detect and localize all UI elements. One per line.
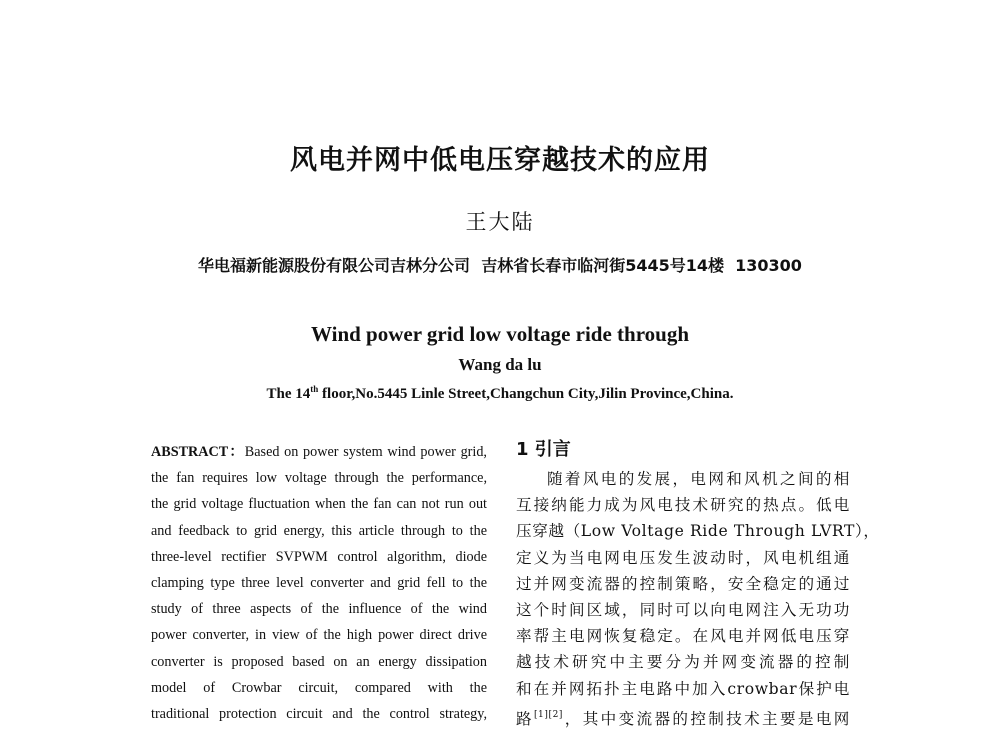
intro-line: 随着风电的发展，电网和风机之间的相 [547,470,850,488]
paper-title-en: Wind power grid low voltage ride through [310,322,690,346]
citation-ref[interactable]: [1] [533,709,549,720]
abstract-line: and feedback to grid energy, this article through to the [151,522,487,539]
abstract-line: study of three aspects of the influence of the wind [151,601,487,618]
abstract-line: model of Crowbar circuit, compared with the [151,679,487,696]
intro-line: 定义为当电网电压发生波动时，风电机组通 [516,548,850,567]
introduction-column [516,436,880,732]
intro-line: 压穿越（Low Voltage Ride Through LVRT）， [516,522,880,541]
author-name-cn: 王大陆 [465,210,535,234]
intro-line: 越技术研究中主要分为并网变流器的控制 [516,653,850,672]
affiliation-en [0,384,1000,403]
affiliation-en-suffix: floor,No.5445 Linle Street,Changchun City,Jilin Province,China. [318,386,734,402]
intro-line: 率帮主电网恢复稳定。在风电并网低电压穿 [516,627,850,646]
abstract-line: the grid voltage fluctuation when the fan can not run out [151,496,487,513]
intro-line-text: ，其中变流器的控制技术主要是电网 [563,709,850,728]
abstract-line: clamping type three level converter and grid fell to the [151,575,487,592]
paper-title-cn: 风电并网中低电压穿越技术的应用 [290,145,710,176]
affiliation-en-sup: th [310,384,319,394]
citation-ref[interactable]: [2] [548,709,564,720]
affiliation-cn: 华电福新能源股份有限公司吉林分公司 吉林省长春市临河街5445号14楼 130300 [198,256,802,275]
abstract-line: converter is proposed based on an energy dissipation [151,653,487,670]
intro-line [516,702,850,732]
abstract-column [151,439,487,727]
affiliation-en-prefix: The 14 [266,386,311,402]
abstract-line-text: Based on power system wind power grid, [244,444,487,460]
section-heading-introduction: 1 引言 [516,439,571,460]
author-name-en: Wang da lu [458,355,542,374]
intro-line: 互接纳能力成为风电技术研究的热点。低电 [516,496,850,515]
abstract-line: traditional protection circuit and the control strategy, [151,706,487,723]
intro-line: 过并网变流器的控制策略，安全稳定的通过 [516,574,850,593]
introduction-body [516,466,880,732]
abstract-line [151,439,487,465]
intro-line: 这个时间区域，同时可以向电网注入无功功 [516,601,850,620]
abstract-line: power converter, in view of the high power direct drive [151,627,487,644]
abstract-line: three-level rectifier SVPWM control algorithm, diode [151,548,487,565]
intro-line: 和在并网拓扑主电路中加入crowbar保护电 [516,679,850,698]
abstract-label: ABSTRACT [151,444,229,460]
abstract-label-sep: ： [228,444,245,460]
abstract-line: the fan requires low voltage through the performance, [151,470,487,487]
intro-line-text: 路 [516,709,534,728]
